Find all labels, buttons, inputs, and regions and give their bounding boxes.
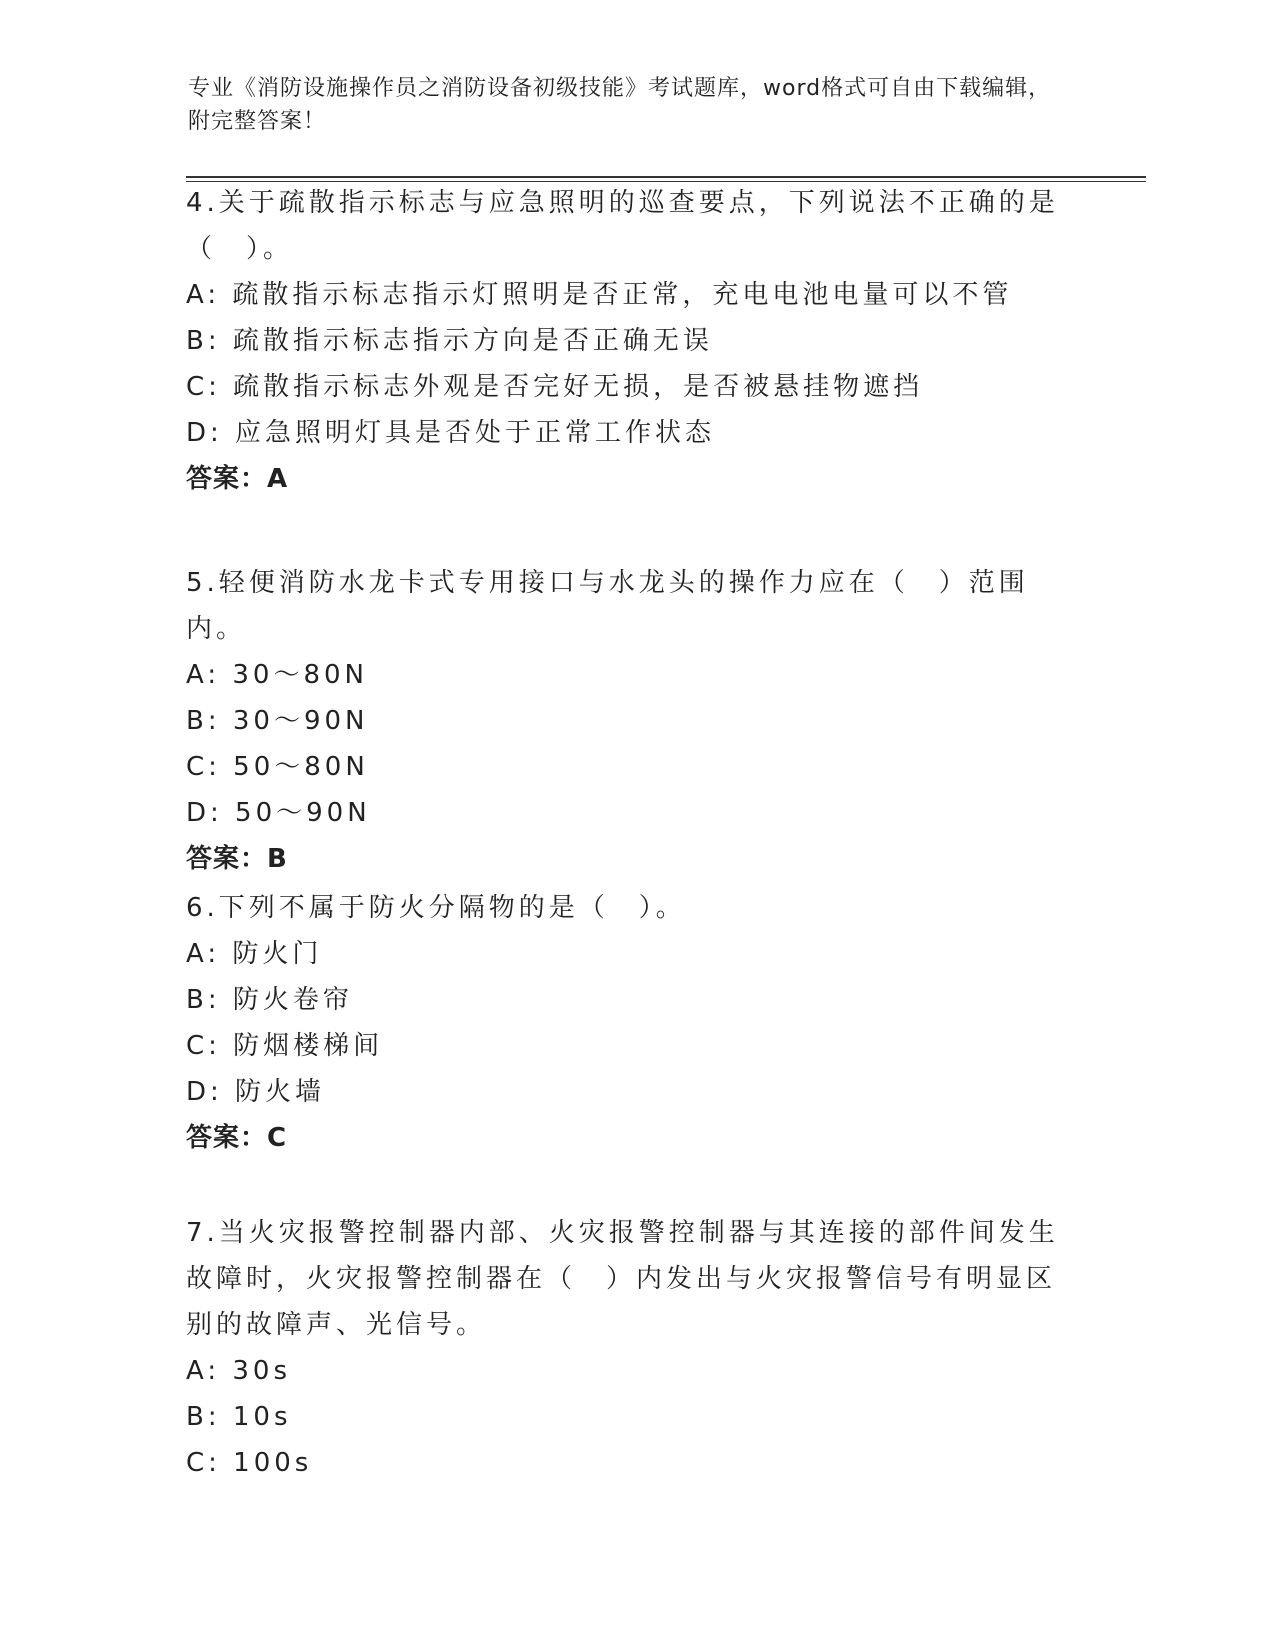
option-b: B: 防火卷帘 (186, 985, 353, 1015)
option-a: A: 防火门 (186, 939, 323, 969)
question-5 (186, 560, 1066, 882)
question-stem: 5.轻便消防水龙卡式专用接口与水龙头的操作力应在（ ）范围内。 (186, 568, 1029, 644)
question-stem: 6.下列不属于防火分隔物的是（ ）。 (186, 893, 686, 923)
answer-label: 答案：B (186, 844, 288, 874)
question-7 (186, 1210, 1066, 1486)
option-b: B: 10s (186, 1402, 292, 1432)
option-c: C: 50～80N (186, 752, 369, 782)
option-c: C: 疏散指示标志外观是否完好无损，是否被悬挂物遮挡 (186, 372, 924, 402)
answer-label: 答案：C (186, 1123, 288, 1153)
option-b: B: 30～90N (186, 706, 369, 736)
option-c: C: 100s (186, 1448, 313, 1478)
option-a: A: 30s (186, 1356, 291, 1386)
header-divider-thick (186, 176, 1146, 178)
option-d: D: 防火墙 (186, 1077, 326, 1107)
question-4 (186, 180, 1066, 502)
question-stem: 4.关于疏散指示标志与应急照明的巡查要点，下列说法不正确的是（ ）。 (186, 188, 1059, 264)
question-6 (186, 885, 1066, 1161)
document-header: 专业《消防设施操作员之消防设备初级技能》考试题库，word格式可自由下载编辑，附完整答案！ (188, 76, 1052, 134)
option-c: C: 防烟楼梯间 (186, 1031, 384, 1061)
option-d: D: 应急照明灯具是否处于正常工作状态 (186, 418, 716, 448)
answer-label: 答案：A (186, 464, 289, 494)
option-a: A: 30～80N (186, 660, 368, 690)
option-a: A: 疏散指示标志指示灯照明是否正常，充电电池电量可以不管 (186, 280, 1013, 310)
question-stem: 7.当火灾报警控制器内部、火灾报警控制器与其连接的部件间发生故障时，火灾报警控制器在（ ）内发出与火灾报警信号有明显区别的故障声、光信号。 (186, 1218, 1059, 1340)
option-d: D: 50～90N (186, 798, 371, 828)
option-b: B: 疏散指示标志指示方向是否正确无误 (186, 326, 713, 356)
